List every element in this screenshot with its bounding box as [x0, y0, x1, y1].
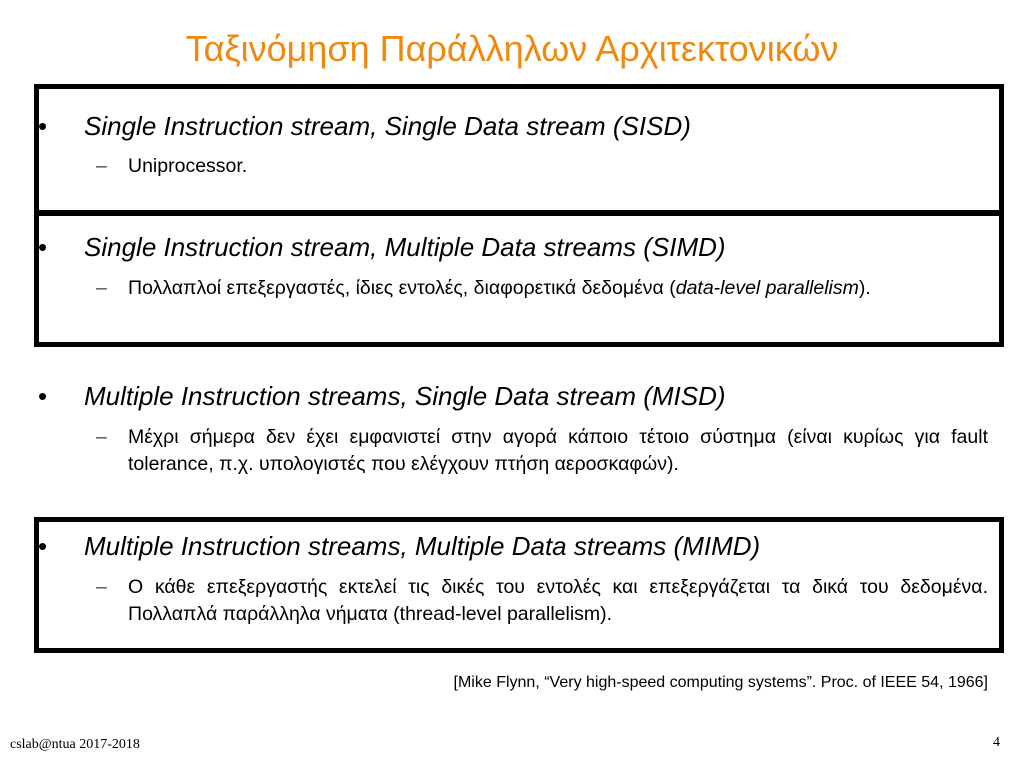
mimd-detail-text: Ο κάθε επεξεργαστής εκτελεί τις δικές του εντολές και επεξεργάζεται τα δικά του δεδομένα. Πολλαπλά παράλληλα νήματα (thread-level parallelism). [128, 576, 988, 625]
mimd-heading: Multiple Instruction streams, Multiple Data streams (MIMD) [84, 531, 761, 561]
bullet-dot-icon: • [38, 111, 48, 141]
bullet-dot-icon: • [38, 531, 48, 561]
dash-icon: – [96, 576, 107, 598]
footer-label: cslab@ntua 2017-2018 [10, 737, 140, 752]
simd-detail [96, 275, 988, 302]
simd-detail-text [128, 275, 988, 302]
sisd-box [34, 84, 1004, 216]
dash-icon: – [96, 155, 107, 177]
citation: [Mike Flynn, “Very high-speed computing systems”. Proc. of IEEE 54, 1966] [453, 674, 988, 691]
bullet-dot-icon: • [38, 381, 48, 411]
simd-detail-suffix: ). [858, 277, 871, 299]
sisd-heading: Single Instruction stream, Single Data stream (SISD) [84, 111, 691, 141]
dash-icon: – [96, 277, 107, 299]
simd-detail-prefix: Πολλαπλοί επεξεργαστές, ίδιες εντολές, διαφορετικά δεδομένα ( [128, 277, 676, 299]
misd-detail-text: Μέχρι σήμερα δεν έχει εμφανιστεί στην αγορά κάποιο τέτοιο σύστημα (είναι κυρίως για fault tolerance, π.χ. υπολογιστές που ελέγχουν πτήση αεροσκαφών). [128, 426, 988, 475]
page-number: 4 [993, 735, 1000, 750]
misd-detail [96, 424, 988, 478]
slide-title: Ταξινόμηση Παράλληλων Αρχιτεκτονικών [185, 28, 839, 69]
simd-detail-italic: data-level parallelism [675, 277, 859, 299]
sisd-detail-text: Uniprocessor. [128, 155, 248, 177]
bullet-dot-icon: • [38, 232, 48, 262]
sisd-detail [96, 153, 988, 180]
simd-heading: Single Instruction stream, Multiple Data streams (SIMD) [84, 232, 726, 262]
misd-heading: Multiple Instruction streams, Single Data stream (MISD) [84, 381, 726, 411]
mimd-detail [96, 574, 988, 628]
dash-icon: – [96, 426, 107, 448]
